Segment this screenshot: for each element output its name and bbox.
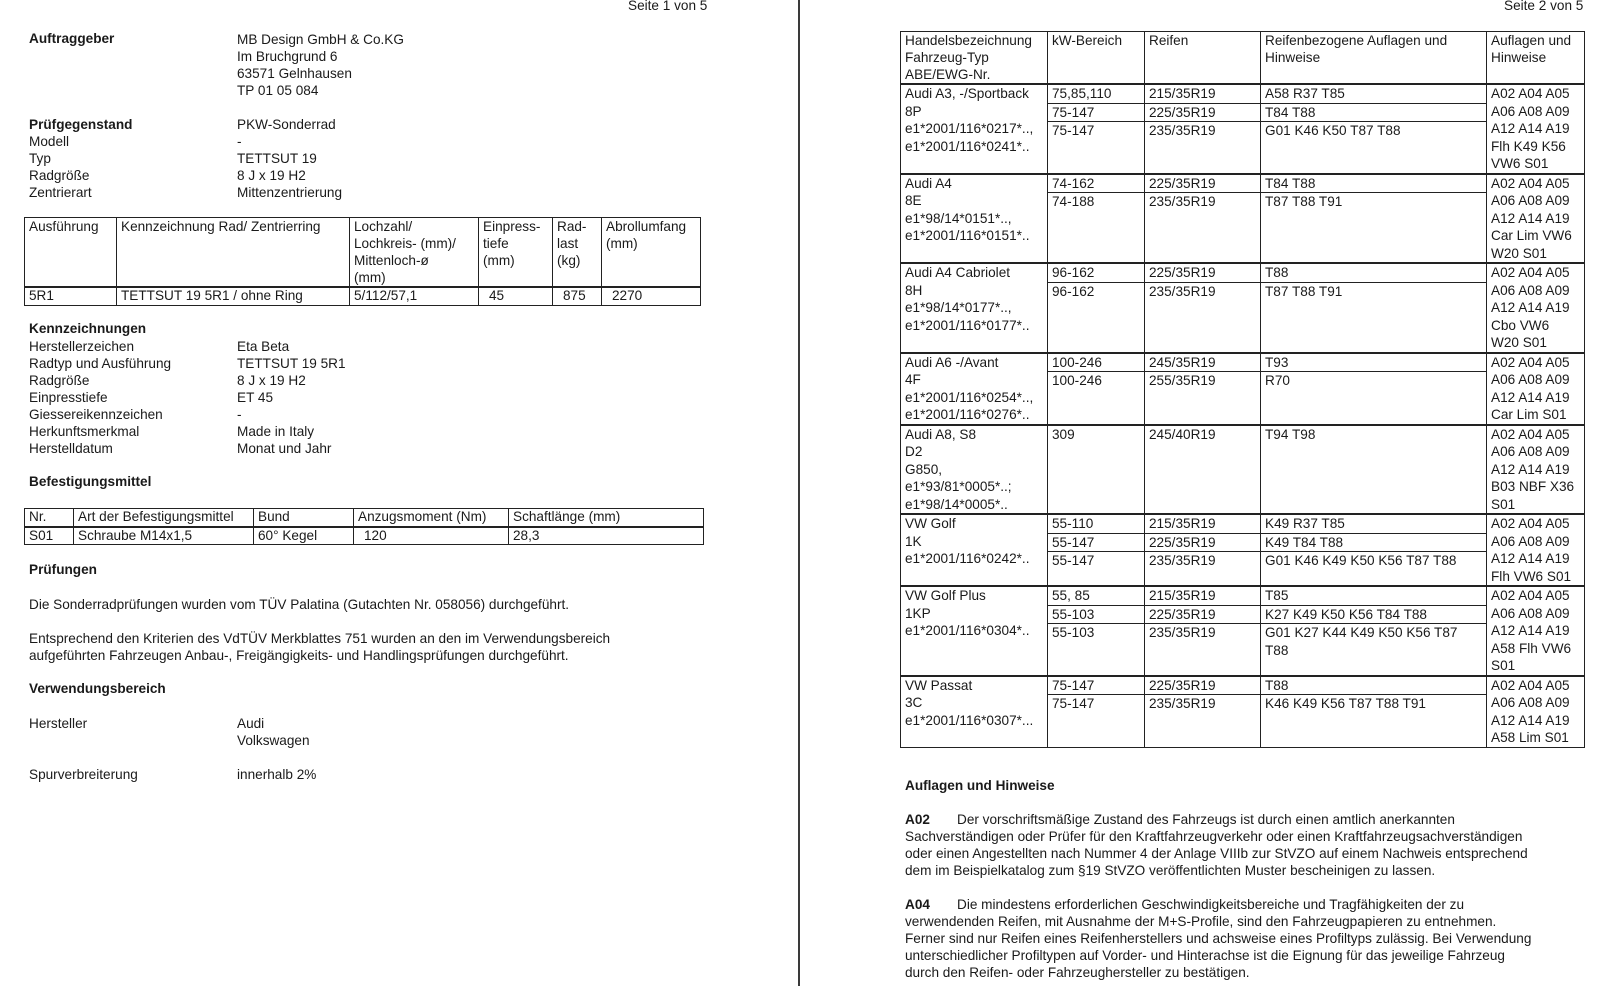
- vehicle-cell: VW Passat 3C e1*2001/116*0307*...: [901, 676, 1048, 748]
- marking-row: [29, 355, 629, 372]
- tire-notes-cell: T94 T98: [1261, 425, 1487, 515]
- vehicle-cell: VW Golf 1K e1*2001/116*0242*..: [901, 514, 1048, 586]
- table-cell: 28,3: [509, 527, 704, 545]
- table-cell: 5R1: [25, 287, 117, 305]
- wheel-table: [24, 217, 701, 306]
- tire-notes-cell: T88 T87 T88 T91: [1261, 263, 1487, 353]
- field-value: -: [237, 134, 242, 149]
- wheel-header-cell: Kennzeichnung Rad/ Zentrierring: [117, 218, 350, 288]
- condition-text: Sachverständigen oder Prüfer für den Kraftfahrzeugverkehr oder einen Kraftfahrzeugsachverständigen: [905, 829, 1523, 844]
- tire-notes-cell: T84 T88 T87 T88 T91: [1261, 174, 1487, 264]
- table-cell: 2270: [602, 287, 701, 305]
- page-number-left: Seite 1 von 5: [628, 0, 708, 13]
- field-value: Mittenzentrierung: [237, 185, 343, 200]
- client-line: MB Design GmbH & Co.KG: [237, 32, 404, 47]
- condition-item: [905, 896, 1585, 981]
- page-divider: [798, 0, 800, 986]
- table-cell: 45: [479, 287, 553, 305]
- field-value: TETTSUT 19 5R1: [237, 356, 346, 371]
- field-label: Zentrierart: [29, 185, 92, 200]
- vehicle-row: [901, 353, 1585, 425]
- vehicle-cell: Audi A3, -/Sportback 8P e1*2001/116*0217*.., e1*2001/116*0241*..: [901, 84, 1048, 174]
- client-heading: Auftraggeber: [29, 31, 115, 46]
- marking-row: [29, 406, 629, 423]
- test-object-row: [29, 116, 629, 133]
- table-cell: 120: [354, 527, 509, 545]
- field-label: Giessereikennzeichen: [29, 407, 163, 422]
- vehicle-table: [900, 31, 1585, 748]
- tests-paragraph-1: Die Sonderradprüfungen wurden vom TÜV Palatina (Gutachten Nr. 058056) durchgeführt.: [29, 597, 570, 612]
- condition-text: dem im Beispielkatalog zum §19 StVZO veröffentlichten Muster bescheinigen zu lassen.: [905, 863, 1436, 878]
- condition-code: A04: [905, 897, 930, 912]
- test-object-value: PKW-Sonderrad: [237, 117, 336, 132]
- field-value: Audi: [237, 716, 265, 731]
- client-address: [237, 31, 404, 99]
- tire-cell: 245/40R19: [1145, 425, 1261, 515]
- tire-cell: 215/35R19 225/35R19 235/35R19: [1145, 84, 1261, 174]
- conditions-heading: Auflagen und Hinweise: [905, 778, 1055, 793]
- field-label: Radgröße: [29, 168, 90, 183]
- wheel-table-header: [25, 218, 701, 288]
- vehicle-row: [901, 514, 1585, 586]
- page-number-right: Seite 2 von 5: [1504, 0, 1584, 13]
- kw-cell: 75,85,110 75-147 75-147: [1048, 84, 1145, 174]
- fastener-header-cell: Schaftlänge (mm): [509, 509, 704, 527]
- table-cell: TETTSUT 19 5R1 / ohne Ring: [117, 287, 350, 305]
- field-value: Made in Italy: [237, 424, 315, 439]
- fastener-header-cell: Anzugsmoment (Nm): [354, 509, 509, 527]
- wheel-header-cell: Einpress- tiefe (mm): [479, 218, 553, 288]
- test-object-row: [29, 167, 629, 184]
- test-object-row: [29, 133, 629, 150]
- field-label: Radtyp und Ausführung: [29, 356, 172, 371]
- field-label: Einpresstiefe: [29, 390, 108, 405]
- vehicle-table-header: [901, 32, 1585, 85]
- marking-row: [29, 423, 629, 440]
- field-label: Radgröße: [29, 373, 90, 388]
- field-label: Spurverbreiterung: [29, 767, 138, 782]
- kw-cell: 55, 85 55-103 55-103: [1048, 586, 1145, 676]
- wheel-header-cell: Ausführung: [25, 218, 117, 288]
- tire-cell: 225/35R19 235/35R19: [1145, 263, 1261, 353]
- vehicle-row: [901, 676, 1585, 748]
- vehicle-cell: Audi A4 Cabriolet 8H e1*98/14*0177*.., e1*2001/116*0177*..: [901, 263, 1048, 353]
- usage-manufacturer-row: [29, 732, 629, 749]
- client-line: TP 01 05 084: [237, 83, 319, 98]
- usage-manufacturer-row: [29, 715, 629, 732]
- tire-cell: 225/35R19 235/35R19: [1145, 174, 1261, 264]
- condition-item: [905, 811, 1585, 879]
- field-label: Herstelldatum: [29, 441, 113, 456]
- vehicle-cell: Audi A4 8E e1*98/14*0151*.., e1*2001/116*0151*..: [901, 174, 1048, 264]
- field-value: TETTSUT 19: [237, 151, 317, 166]
- table-cell: 5/112/57,1: [350, 287, 479, 305]
- tire-notes-cell: T85 K27 K49 K50 K56 T84 T88 G01 K27 K44 K49 K50 K56 T87 T88: [1261, 586, 1487, 676]
- kw-cell: 75-147 75-147: [1048, 676, 1145, 748]
- field-value: innerhalb 2%: [237, 767, 317, 782]
- usage-heading: Verwendungsbereich: [29, 681, 166, 696]
- marking-row: [29, 440, 629, 457]
- condition-text: verwendenden Reifen, mit Ausnahme der M+S-Profile, sind den Fahrzeugpapieren zu entnehmen.: [905, 914, 1497, 929]
- vehicle-header-cell: kW-Bereich: [1048, 32, 1145, 85]
- condition-text: durch den Reifen- oder Fahrzeughersteller zu bestätigen.: [905, 965, 1250, 980]
- wheel-header-cell: Rad- last (kg): [553, 218, 602, 288]
- field-value: 8 J x 19 H2: [237, 373, 306, 388]
- vehicle-header-cell: Auflagen und Hinweise: [1487, 32, 1585, 85]
- general-notes-cell: A02 A04 A05 A06 A08 A09 A12 A14 A19 A58 Lim S01: [1487, 676, 1585, 748]
- condition-text: Die mindestens erforderlichen Geschwindigkeitsbereiche und Tragfähigkeiten der zu: [957, 897, 1465, 912]
- usage-track-row: [29, 766, 629, 783]
- general-notes-cell: A02 A04 A05 A06 A08 A09 A12 A14 A19 B03 NBF X36 S01: [1487, 425, 1585, 515]
- vehicle-cell: Audi A6 -/Avant 4F e1*2001/116*0254*.., e1*2001/116*0276*..: [901, 353, 1048, 425]
- table-cell: 875: [553, 287, 602, 305]
- field-value: ET 45: [237, 390, 274, 405]
- condition-text: unterschiedlicher Profiltypen auf Vorder- und Hinterachse ist die Eignung für das jeweilige Fahrzeug: [905, 948, 1505, 963]
- kw-cell: 309: [1048, 425, 1145, 515]
- vehicle-row: [901, 84, 1585, 174]
- condition-code: A02: [905, 812, 930, 827]
- field-label: Modell: [29, 134, 70, 149]
- tire-notes-cell: K49 R37 T85 K49 T84 T88 G01 K46 K49 K50 K56 T87 T88: [1261, 514, 1487, 586]
- table-cell: S01: [25, 527, 74, 545]
- kw-cell: 55-110 55-147 55-147: [1048, 514, 1145, 586]
- vehicle-row: [901, 425, 1585, 515]
- field-label: Typ: [29, 151, 51, 166]
- condition-text: Der vorschriftsmäßige Zustand des Fahrzeugs ist durch einen amtlich anerkannten: [957, 812, 1455, 827]
- tire-cell: 225/35R19 235/35R19: [1145, 676, 1261, 748]
- general-notes-cell: A02 A04 A05 A06 A08 A09 A12 A14 A19 Flh K49 K56 VW6 S01: [1487, 84, 1585, 174]
- field-value: Eta Beta: [237, 339, 290, 354]
- field-label: Herkunftsmerkmal: [29, 424, 140, 439]
- vehicle-row: [901, 263, 1585, 353]
- general-notes-cell: A02 A04 A05 A06 A08 A09 A12 A14 A19 Flh VW6 S01: [1487, 514, 1585, 586]
- vehicle-row: [901, 586, 1585, 676]
- field-label: Herstellerzeichen: [29, 339, 135, 354]
- client-line: 63571 Gelnhausen: [237, 66, 352, 81]
- tire-notes-cell: A58 R37 T85 T84 T88 G01 K46 K50 T87 T88: [1261, 84, 1487, 174]
- test-object-row: [29, 150, 629, 167]
- tire-cell: 245/35R19 255/35R19: [1145, 353, 1261, 425]
- marking-row: [29, 338, 629, 355]
- wheel-header-cell: Abrollumfang (mm): [602, 218, 701, 288]
- fasteners-header: [25, 509, 704, 527]
- table-cell: Schraube M14x1,5: [74, 527, 254, 545]
- field-label: Hersteller: [29, 716, 88, 731]
- tire-notes-cell: T93 R70: [1261, 353, 1487, 425]
- condition-text: oder einen Angestellten nach Nummer 4 der Anlage VIIIb zur StVZO auf einem Nachweis entsprechend: [905, 846, 1528, 861]
- vehicle-header-cell: Reifen: [1145, 32, 1261, 85]
- field-value: -: [237, 407, 242, 422]
- kw-cell: 74-162 74-188: [1048, 174, 1145, 264]
- vehicle-header-cell: Handelsbezeichnung Fahrzeug-Typ ABE/EWG-Nr.: [901, 32, 1048, 85]
- table-cell: 60° Kegel: [254, 527, 354, 545]
- test-object-row: [29, 184, 629, 201]
- tests-paragraph-2-line-2: aufgeführten Fahrzeugen Anbau-, Freigängigkeits- und Handlingsprüfungen durchgeführt.: [29, 648, 569, 663]
- table-row: [25, 287, 701, 305]
- general-notes-cell: A02 A04 A05 A06 A08 A09 A12 A14 A19 A58 Flh VW6 S01: [1487, 586, 1585, 676]
- vehicle-cell: VW Golf Plus 1KP e1*2001/116*0304*..: [901, 586, 1048, 676]
- markings-heading: Kennzeichnungen: [29, 321, 147, 336]
- vehicle-header-cell: Reifenbezogene Auflagen und Hinweise: [1261, 32, 1487, 85]
- wheel-header-cell: Lochzahl/ Lochkreis- (mm)/ Mittenloch-ø (mm): [350, 218, 479, 288]
- tire-cell: 215/35R19 225/35R19 235/35R19: [1145, 514, 1261, 586]
- fastener-header-cell: Bund: [254, 509, 354, 527]
- field-value: 8 J x 19 H2: [237, 168, 306, 183]
- test-object-heading: Prüfgegenstand: [29, 117, 133, 132]
- fastener-header-cell: Nr.: [25, 509, 74, 527]
- kw-cell: 96-162 96-162: [1048, 263, 1145, 353]
- field-value: Monat und Jahr: [237, 441, 332, 456]
- fasteners-table: [24, 508, 704, 545]
- general-notes-cell: A02 A04 A05 A06 A08 A09 A12 A14 A19 Car Lim S01: [1487, 353, 1585, 425]
- condition-text: Ferner sind nur Reifen eines Reifenherstellers und achsweise eines Profiltyps zulässig. Bei Verwendung: [905, 931, 1532, 946]
- tire-notes-cell: T88 K46 K49 K56 T87 T88 T91: [1261, 676, 1487, 748]
- vehicle-cell: Audi A8, S8 D2 G850, e1*93/81*0005*..; e1*98/14*0005*..: [901, 425, 1048, 515]
- kw-cell: 100-246 100-246: [1048, 353, 1145, 425]
- general-notes-cell: A02 A04 A05 A06 A08 A09 A12 A14 A19 Car Lim VW6 W20 S01: [1487, 174, 1585, 264]
- marking-row: [29, 372, 629, 389]
- vehicle-row: [901, 174, 1585, 264]
- tests-heading: Prüfungen: [29, 562, 97, 577]
- tire-cell: 215/35R19 225/35R19 235/35R19: [1145, 586, 1261, 676]
- general-notes-cell: A02 A04 A05 A06 A08 A09 A12 A14 A19 Cbo VW6 W20 S01: [1487, 263, 1585, 353]
- fasteners-heading: Befestigungsmittel: [29, 474, 152, 489]
- client-line: Im Bruchgrund 6: [237, 49, 338, 64]
- marking-row: [29, 389, 629, 406]
- fastener-header-cell: Art der Befestigungsmittel: [74, 509, 254, 527]
- field-value: Volkswagen: [237, 733, 310, 748]
- tests-paragraph-2-line-1: Entsprechend den Kriterien des VdTÜV Merkblattes 751 wurden an den im Verwendungsbereich: [29, 631, 611, 646]
- table-row: [25, 527, 704, 545]
